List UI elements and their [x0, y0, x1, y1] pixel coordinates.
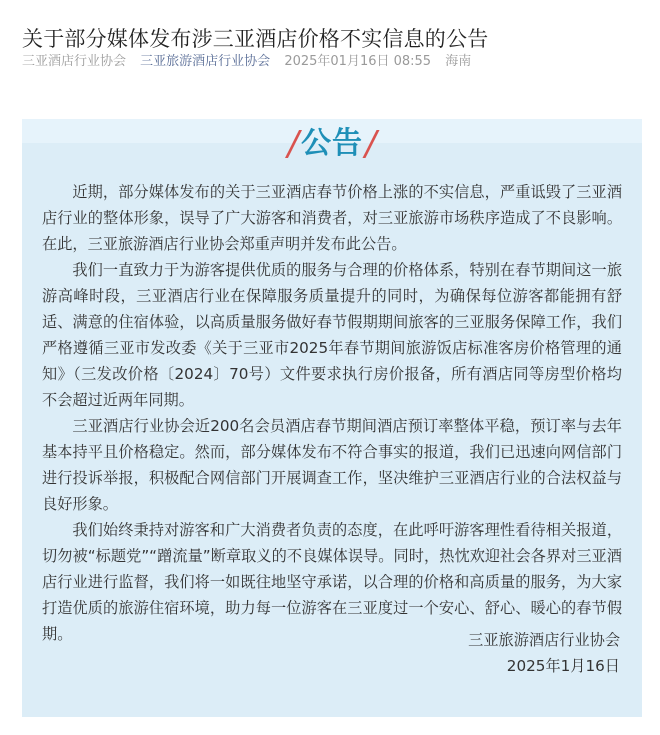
paragraph-1: 近期，部分媒体发布的关于三亚酒店春节价格上涨的不实信息，严重诋毁了三亚酒店行业的整体形象，误导了广大游客和消费者，对三亚旅游市场秩序造成了不良影响。在此，三亚旅游酒店行业协会郑重声明并发布此公告。	[42, 183, 622, 253]
publish-location: 海南	[445, 54, 472, 69]
publish-datetime: 2025年01月16日 08:55	[284, 54, 432, 69]
paragraph-3: 三亚酒店行业协会近200名会员酒店春节期间酒店预订率整体平稳，预订率与去年基本持平且价格稳定。然而，部分媒体发布不符合事实的报道，我们已迅速向网信部门进行投诉举报，积极配合网信部门开展调查工作，坚决维护三亚酒店行业的合法权益与良好形象。	[42, 417, 622, 513]
heading-right-slash-icon: /	[365, 124, 377, 164]
notice-card	[22, 119, 642, 717]
notice-body	[42, 179, 622, 647]
notice-heading	[22, 121, 642, 167]
heading-left-slash-icon: /	[287, 124, 299, 164]
signature-date: 2025年1月16日	[506, 657, 620, 675]
account-link[interactable]: 三亚旅游酒店行业协会	[140, 54, 271, 69]
paragraph-4: 我们始终秉持对游客和广大消费者负责的态度，在此呼吁游客理性看待相关报道，切勿被“标题党”“蹭流量”断章取义的不良媒体误导。同时，热忱欢迎社会各界对三亚酒店行业进行监督，我们将一如既往地坚守承诺，以合理的价格和高质量的服务，为大家打造优质的旅游住宿环境，助力每一位游客在三亚度过一个安心、舒心、暖心的春节假期。	[42, 521, 622, 643]
author-name: 三亚酒店行业协会	[22, 54, 127, 69]
paragraph-2: 我们一直致力于为游客提供优质的服务与合理的价格体系，特别在春节期间这一旅游高峰时段，三亚酒店行业在保障服务质量提升的同时，为确保每位游客都能拥有舒适、满意的住宿体验，以高质量服务做好春节假期期间旅客的三亚服务保障工作，我们严格遵循三亚市发改委《关于三亚市2025年春节期间旅游饭店标准客房价格管理的通知》（三发改价格〔2024〕70号）文件要求执行房价报备，所有酒店同等房型价格均不会超过近两年同期。	[42, 261, 622, 409]
article-meta	[22, 52, 481, 72]
article-title: 关于部分媒体发布涉三亚酒店价格不实信息的公告	[22, 27, 489, 52]
signature-org: 三亚旅游酒店行业协会	[468, 631, 620, 649]
heading-text: 公告	[301, 126, 363, 161]
